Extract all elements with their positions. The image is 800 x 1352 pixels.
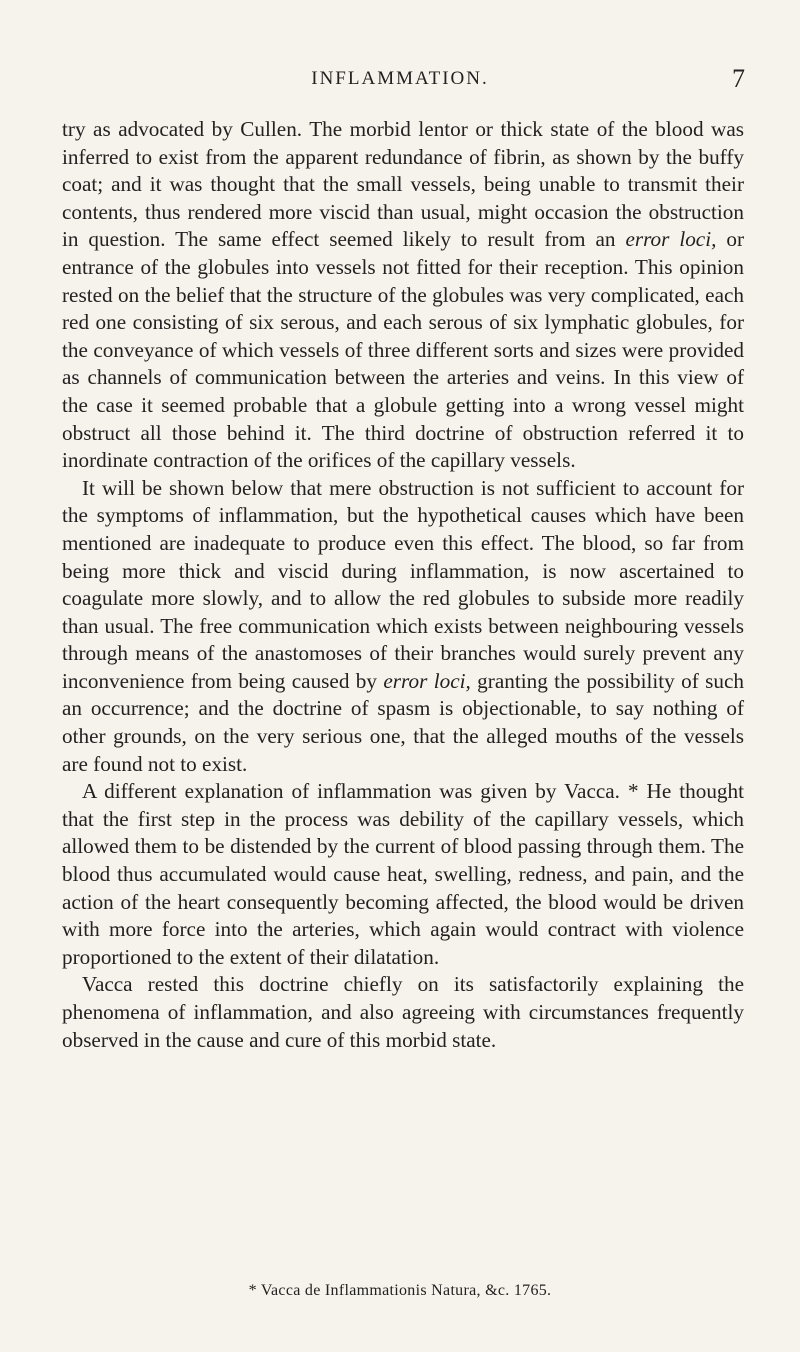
running-title: INFLAMMATION. <box>311 68 489 89</box>
footnote: * Vacca de Inflammationis Natura, &c. 1765. <box>248 1282 552 1299</box>
paragraph-1-italic: error loci, <box>625 227 717 252</box>
paragraph-1 <box>62 116 744 475</box>
body-text <box>62 116 744 1054</box>
paragraph-2-text-b: granting the possibility of such an occurrence; and the doctrine of spasm is objectionable, to say nothing of other grounds, on the very serious one, that the alleged mouths of the vessels are found not to exist. <box>62 668 745 776</box>
paragraph-4: Vacca rested this doctrine chiefly on its satisfactorily explaining the phenomena of inflammation, and also agreeing with circumstances frequently observed in the cause and cure of this morbid state. <box>62 972 744 1052</box>
paragraph-1-text-a: try as advocated by Cullen. The morbid lentor or thick state of the blood was inferred to exist from the apparent redundance of fibrin, as shown by the buffy coat; and it was thought that the small vessels, being unable to transmit their contents, thus rendered more viscid than usual, might occasion the obstruction in question. The same effect seemed likely to result from an <box>62 117 744 252</box>
paragraph-1-text-b: or entrance of the globules into vessels not fitted for their reception. This opinion rested on the belief that the structure of the globules was very complicated, each red one consisting of six serous, and each serous of six lymphatic globules, for the conveyance of which vessels of three different sorts and sizes were provided as channels of communication between the arteries and veins. In this view of the case it seemed probable that a globule getting into a wrong vessel might obstruct all those behind it. The third doctrine of obstruction referred it to inordinate contraction of the orifices of the capillary vessels. <box>62 227 745 473</box>
paragraph-3: A different explanation of inflammation was given by Vacca. * He thought that the first step in the process was debility of the capillary vessels, which allowed them to be distended by the current of blood passing through them. The blood thus accumulated would cause heat, swelling, redness, and pain, and the action of the heart consequently becoming affected, the blood would be driven with more force into the arteries, which again would contract with violence proportioned to the extent of their dilatation. <box>62 779 744 969</box>
paragraph-2-italic: error loci, <box>383 668 471 693</box>
paragraph-2 <box>62 475 744 779</box>
paragraph-2-text-a: It will be shown below that mere obstruction is not sufficient to account for the symptoms of inflammation, but the hypothetical causes which have been mentioned are inadequate to produce even this effect. The blood, so far from being more thick and viscid during inflammation, is now ascertained to coagulate more slowly, and to allow the red globules to subside more readily than usual. The free communication which exists between neighbouring vessels through means of the anastomoses of their branches would surely prevent any inconvenience from being caused by <box>62 475 744 693</box>
page-number: 7 <box>732 64 745 93</box>
